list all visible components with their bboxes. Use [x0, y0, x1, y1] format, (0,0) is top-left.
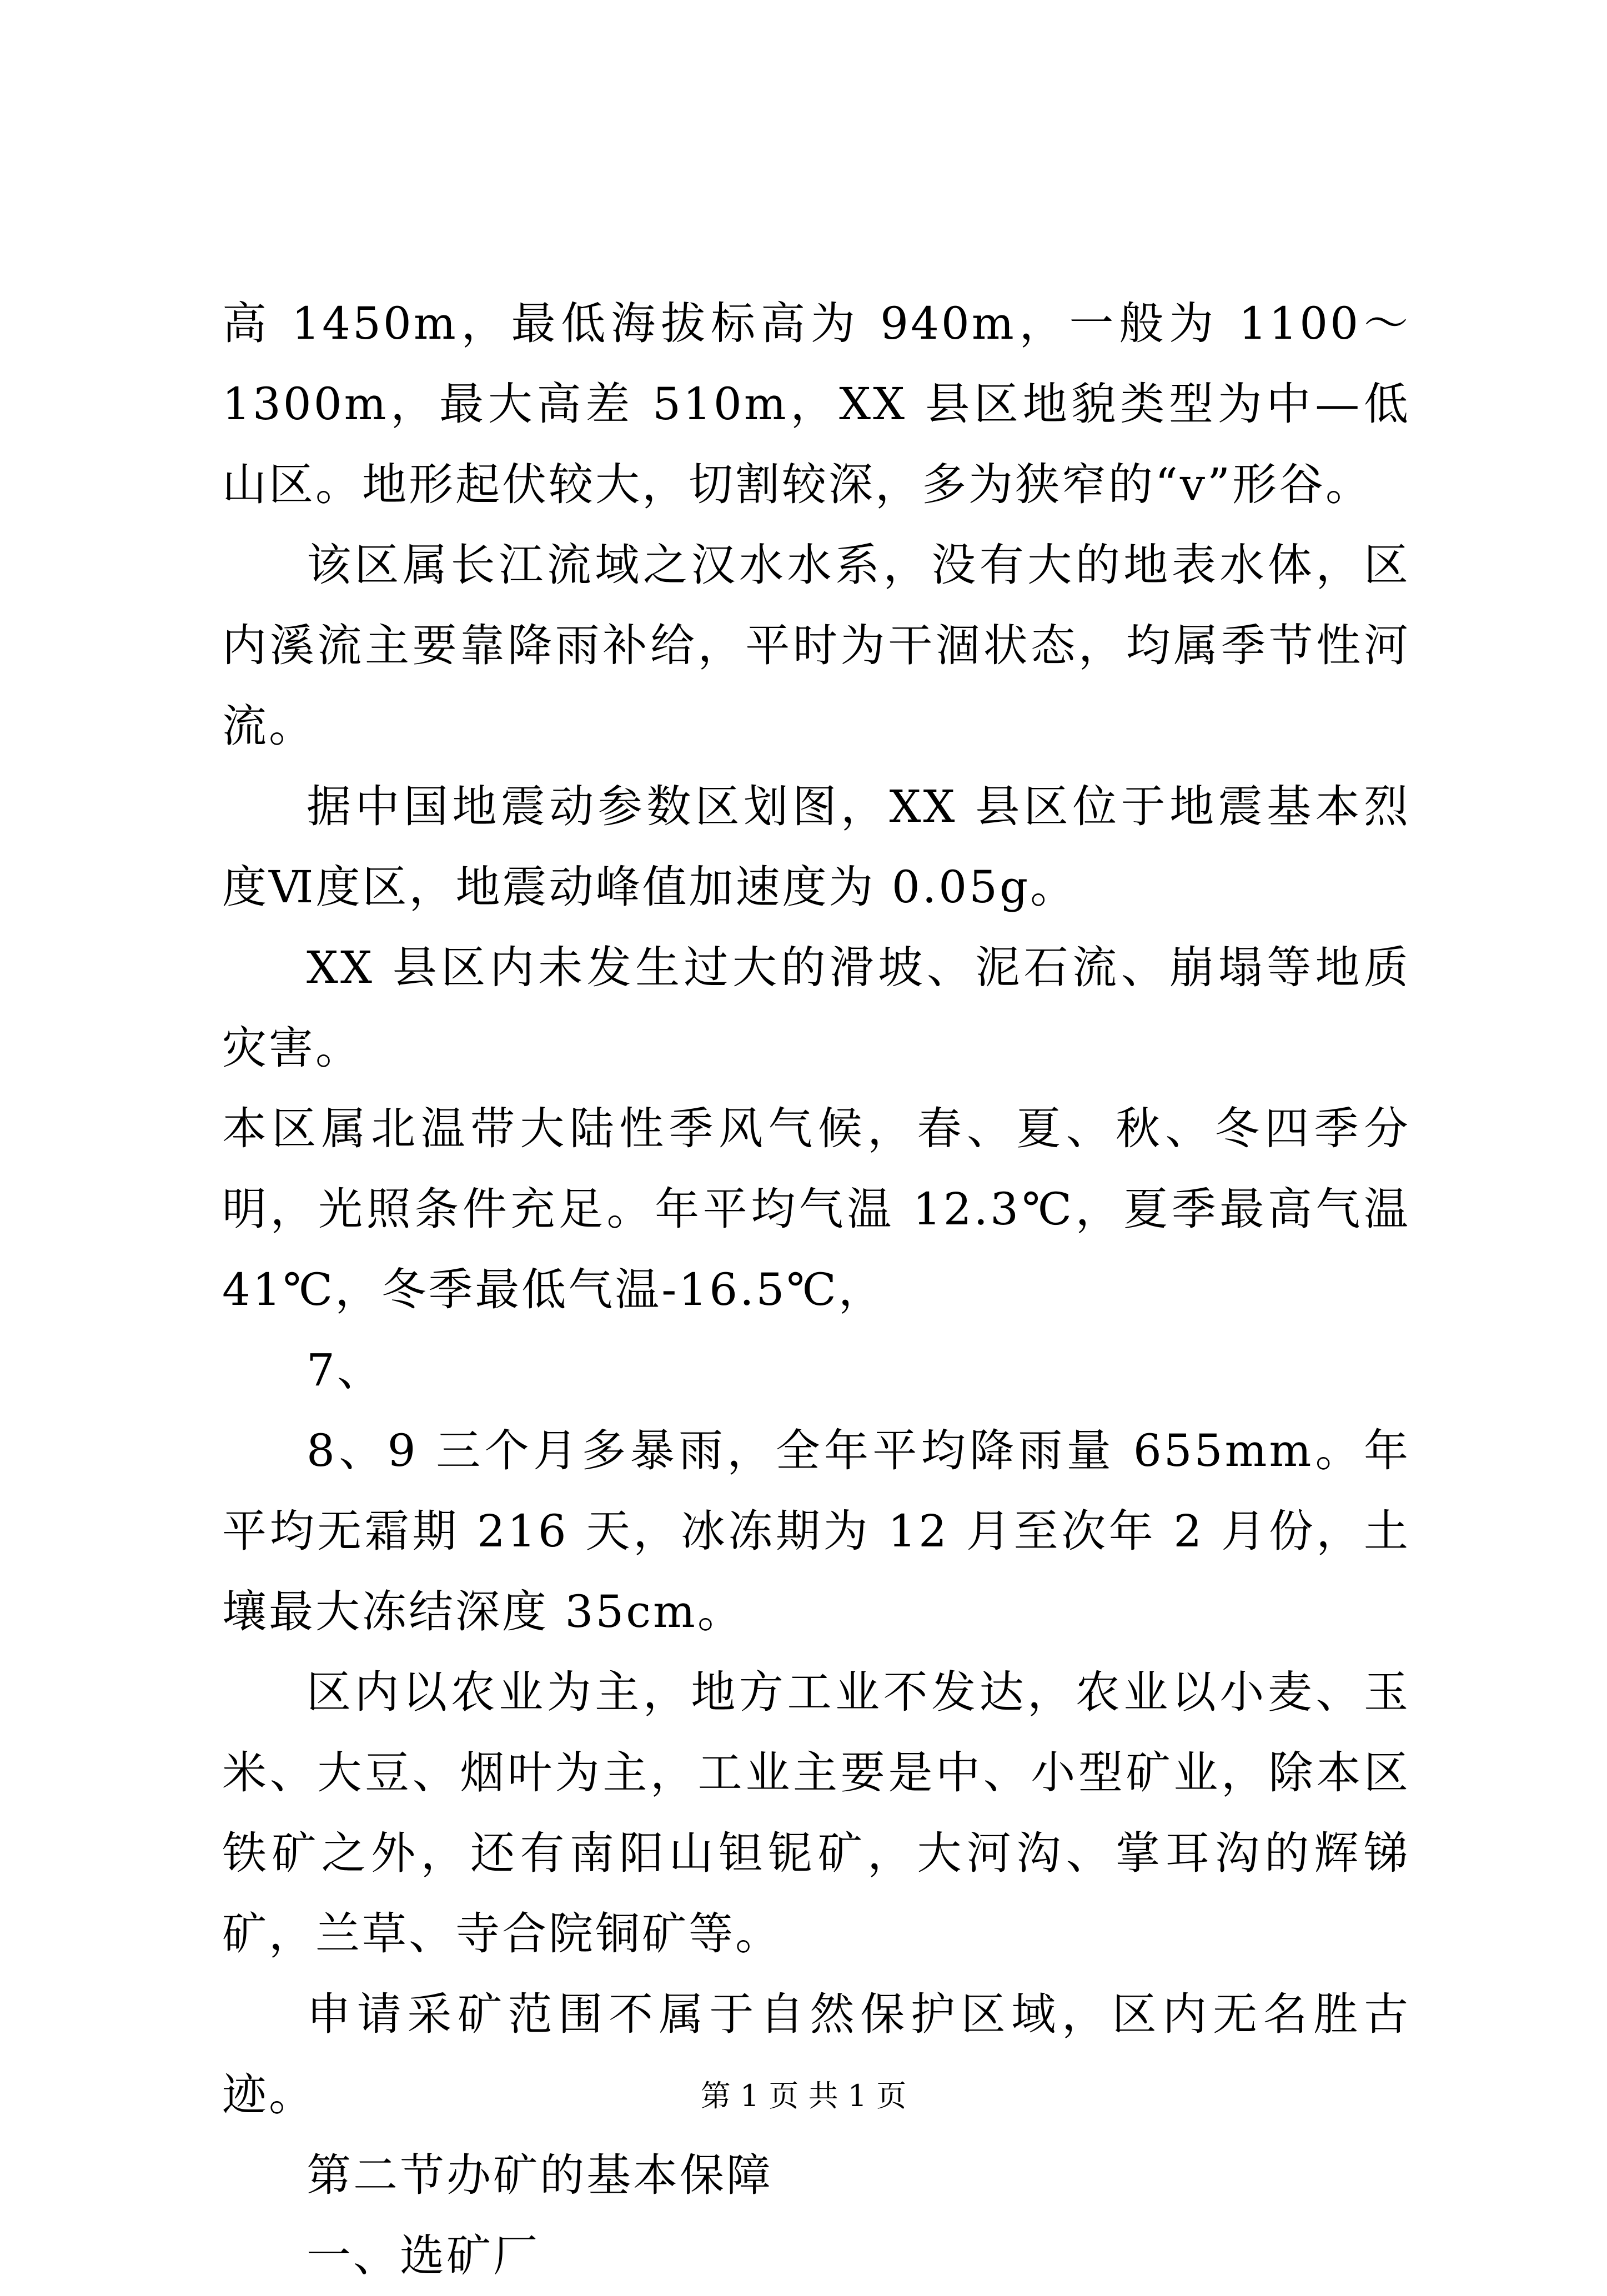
paragraph-hydrology: 该区属长江流域之汉水水系，没有大的地表水体，区内溪流主要靠降雨补给，平时为干涸状态，均属季节性河流。 — [222, 539, 1410, 752]
paragraph-seismic: 据中国地震动参数区划图，XX 县区位于地震基本烈度Ⅵ度区，地震动峰值加速度为 0.05g。 — [222, 781, 1410, 913]
paragraph-economy: 区内以农业为主，地方工业不发达，农业以小麦、玉米、大豆、烟叶为主，工业主要是中、小型矿业，除本区铁矿之外，还有南阳山钽铌矿，大河沟、掌耳沟的辉锑矿，兰草、寺合院铜矿等。 — [222, 1666, 1410, 1960]
section-heading: 第二节办矿的基本保障 — [307, 2149, 773, 2201]
paragraph-month-7: 7、 — [307, 1344, 384, 1396]
subsection-heading: 一、选矿厂 — [307, 2230, 540, 2282]
paragraph-climate: 本区属北温带大陆性季风气候，春、夏、秋、冬四季分明，光照条件充足。年平均气温 12.3℃，夏季最高气温 41℃，冬季最低气温-16.5℃， — [222, 1103, 1410, 1315]
document-body — [222, 283, 1410, 2296]
paragraph-protection: 申请采矿范围不属于自然保护区域，区内无名胜古迹。 — [222, 1988, 1410, 2121]
page-footer: 第 1 页 共 1 页 — [700, 2078, 907, 2113]
paragraph-rainfall: 8、9 三个月多暴雨，全年平均降雨量 655mm。年平均无霜期 216 天，冰冻期为 12 月至次年 2 月份，土壤最大冻结深度 35cm。 — [222, 1425, 1410, 1637]
paragraph-terrain: 高 1450m，最低海拔标高为 940m，一般为 1100～1300m，最大高差 510m，XX 县区地貌类型为中—低山区。地形起伏较大，切割较深，多为狭窄的“v”形谷。 — [222, 298, 1410, 510]
paragraph-geohazards: XX 县区内未发生过大的滑坡、泥石流、崩塌等地质灾害。 — [222, 942, 1410, 1074]
